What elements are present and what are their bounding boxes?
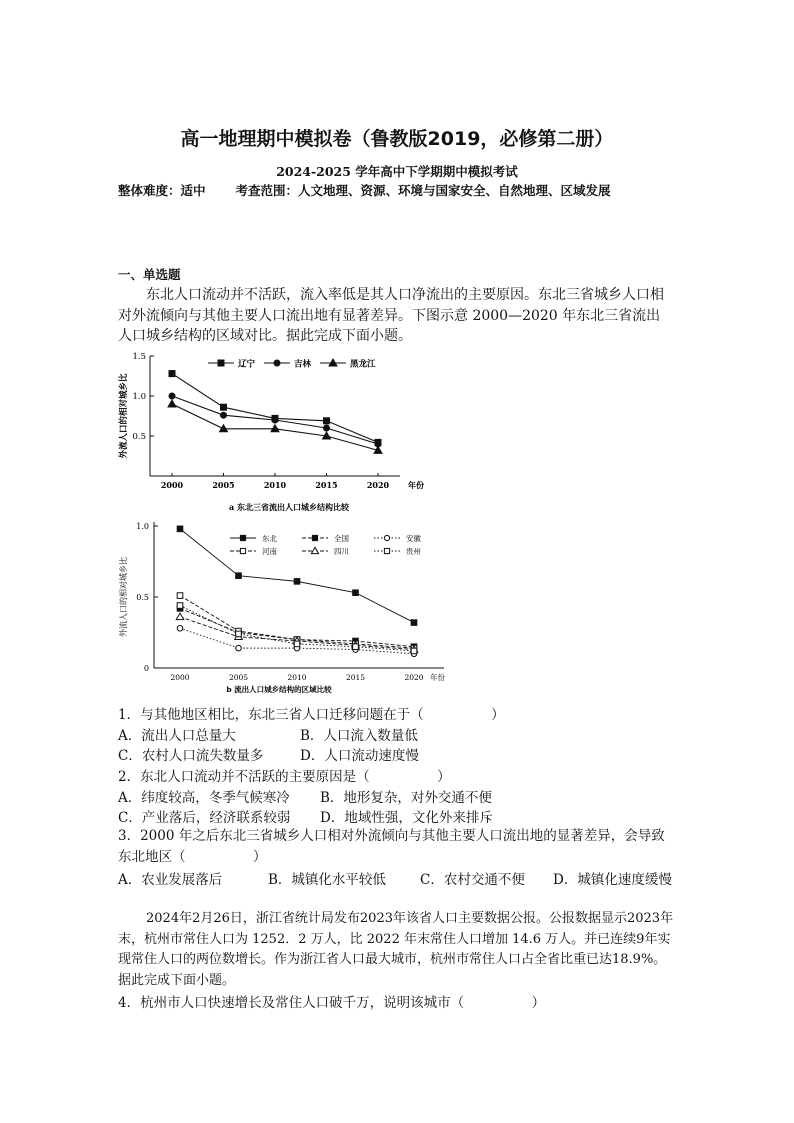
x-tick-label: 2015	[345, 673, 366, 682]
legend-label: 全国	[334, 534, 349, 543]
chart-a	[110, 344, 424, 514]
legend-marker	[218, 360, 224, 366]
q2-stem: 2．东北人口流动并不活跃的主要原因是（ ）	[118, 769, 451, 785]
x-tick-label: 2005	[228, 673, 249, 682]
legend-marker	[311, 547, 318, 553]
exam-subtitle: 2024-2025 学年高中下学期期中模拟考试	[276, 164, 518, 179]
x-tick-label: 2015	[315, 480, 338, 490]
y-tick-label: 1.0	[136, 522, 149, 531]
data-point	[353, 644, 359, 650]
data-point	[236, 631, 242, 637]
data-point	[294, 579, 300, 585]
q2-option-b[interactable]: B．地形复杂，对外交通不便	[320, 790, 492, 806]
data-point	[411, 620, 417, 626]
section-heading: 一、单选题	[118, 267, 181, 282]
q2-option-a[interactable]: A．纬度较高，冬季气候寒冷	[118, 790, 290, 806]
chart-b	[110, 518, 460, 698]
data-point	[221, 412, 227, 418]
legend-marker	[240, 535, 245, 540]
difficulty-label: 整体难度：适中	[118, 183, 206, 198]
data-point	[169, 393, 175, 399]
series-line-0	[180, 529, 414, 623]
legend-label: 贵州	[406, 547, 421, 556]
data-point	[177, 526, 183, 532]
legend-label: 河南	[262, 547, 277, 556]
x-tick-label: 2000	[160, 480, 184, 490]
y-axis-label: 外流人口的相对城乡比	[119, 373, 129, 459]
legend-marker	[384, 535, 389, 540]
legend-marker	[240, 548, 245, 553]
q2-option-d[interactable]: D．地域性强，文化外来排斥	[320, 810, 493, 826]
data-point	[272, 417, 278, 423]
y-axis-label: 外流人口的相对城乡比	[119, 557, 128, 637]
data-point	[324, 418, 330, 424]
x-tick-label: 2010	[287, 673, 307, 682]
page-title: 高一地理期中模拟卷（鲁教版2019，必修第二册）	[180, 128, 614, 150]
x-axis-label: 年份	[430, 673, 445, 682]
legend-marker	[384, 548, 389, 553]
legend-label: 东北	[262, 534, 277, 543]
q2-option-c[interactable]: C．产业落后，经济联系较弱	[118, 810, 291, 826]
chart-title: b 流出人口城乡结构的区域比较	[226, 685, 332, 694]
data-point	[294, 641, 300, 647]
legend-marker	[274, 360, 280, 366]
legend-label: 黑龙江	[350, 359, 376, 370]
passage-2: 2024年2月26日，浙江省统计局发布2023年该省人口主要数据公报。公报数据显示2023年末，杭州市常住人口为 1252．2 万人，比 2022 年末常住人口增加 14.6 万人。并已连续9年实现常住人口的两位数增长。作为浙江省人口最大城市，杭州市常住人口占全省比重已达18.9%。据此完成下面小题。	[118, 911, 674, 988]
q3-option-c[interactable]: C．农村交通不便	[420, 872, 525, 888]
data-point	[177, 625, 183, 631]
intro-paragraph: 东北人口流动并不活跃，流入率低是其人口净流出的主要原因。东北三省城乡人口相对外流倾向与其他主要人口流出地有显著差异。下图示意 2000—2020 年东北三省流出人口城乡结构的区域对比。据此完成下面小题。	[118, 287, 664, 344]
legend-label: 吉林	[294, 359, 312, 370]
chart-title: a 东北三省流出人口城乡结构比较	[229, 502, 349, 512]
q4-stem: 4．杭州市人口快速增长及常住人口破千万，说明该城市（ ）	[118, 995, 546, 1011]
legend-label: 安徽	[406, 534, 421, 543]
legend-label: 辽宁	[238, 359, 256, 370]
data-point	[353, 590, 359, 596]
y-tick-label: 0	[143, 664, 149, 673]
exam-meta	[118, 181, 611, 199]
data-point	[221, 404, 227, 410]
y-tick-label: 0.5	[132, 432, 146, 442]
scope-label: 考查范围：人文地理、资源、环境与国家安全、自然地理、区域发展	[235, 183, 611, 198]
q3-stem: 3．2000 年之后东北三省城乡人口相对外流倾向与其他主要人口流出地的显著差异，会导致东北地区（ ）	[118, 828, 665, 865]
q1-option-d[interactable]: D．人口流动速度慢	[300, 748, 419, 764]
y-tick-label: 1.0	[132, 392, 146, 402]
legend-label: 四川	[334, 547, 349, 556]
q1-option-a[interactable]: A．流出人口总量大	[118, 728, 236, 744]
q3-option-b[interactable]: B．城镇化水平较低	[268, 872, 386, 888]
x-tick-label: 2000	[170, 673, 190, 682]
data-point	[177, 603, 183, 609]
data-point	[324, 425, 330, 431]
data-point	[168, 400, 176, 407]
data-point	[177, 593, 183, 599]
x-tick-label: 2020	[404, 673, 424, 682]
q1-option-b[interactable]: B．人口流入数量低	[300, 728, 418, 744]
x-tick-label: 2020	[366, 480, 390, 490]
data-point	[236, 645, 242, 651]
q1-option-c[interactable]: C．农村人口流失数量多	[118, 748, 264, 764]
data-point	[236, 573, 242, 579]
x-tick-label: 2010	[263, 480, 287, 490]
y-tick-label: 1.5	[132, 352, 146, 362]
q3-option-a[interactable]: A．农业发展落后	[118, 872, 223, 888]
data-point	[411, 648, 417, 654]
x-tick-label: 2005	[212, 480, 235, 490]
q1-stem: 1．与其他地区相比，东北三省人口迁移问题在于（ ）	[118, 707, 505, 723]
data-point	[176, 613, 184, 620]
data-point	[169, 371, 175, 377]
x-axis-label: 年份	[408, 480, 424, 490]
q3-option-d[interactable]: D．城镇化速度缓慢	[553, 872, 672, 888]
legend-marker	[312, 535, 317, 540]
y-tick-label: 0.5	[136, 593, 149, 602]
